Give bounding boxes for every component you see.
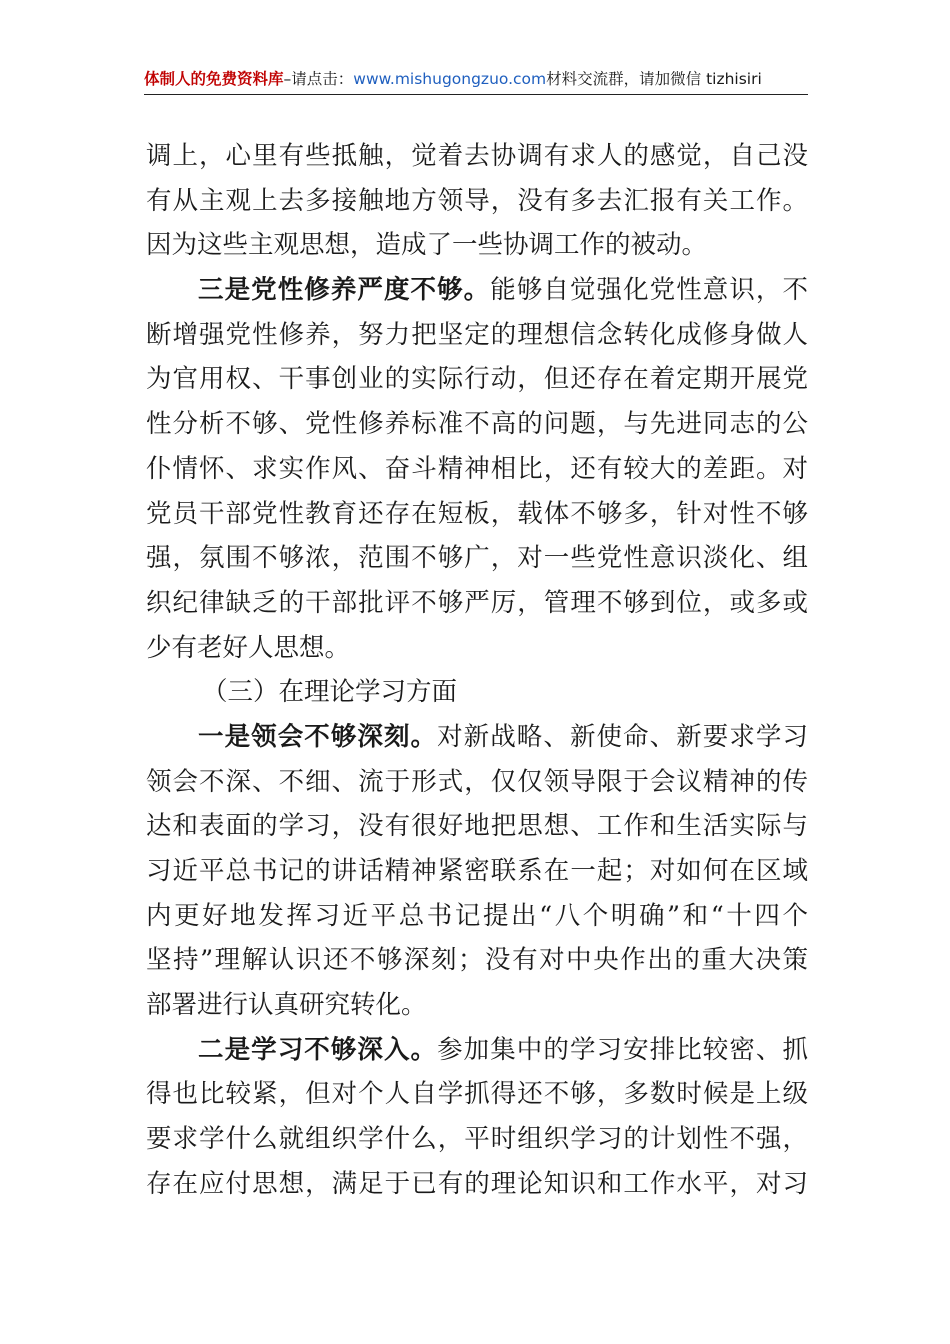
text-line: 达和表面的学习，没有很好地把思想、工作和生活实际与 <box>146 811 808 842</box>
text-line: 领会不深、不细、流于形式，仅仅领导限于会议精神的传 <box>146 766 808 797</box>
text-line: 有从主观上去多接触地方领导，没有多去汇报有关工作。 <box>146 185 808 216</box>
paragraph-text: 参加集中的学习安排比较密、抓 <box>437 1034 808 1065</box>
text-line: 要求学什么就组织学什么，平时组织学习的计划性不强， <box>146 1124 808 1155</box>
paragraph-text: 对新战略、新使命、新要求学习 <box>437 721 808 752</box>
text-line: 仆情怀、求实作风、奋斗精神相比，还有较大的差距。对 <box>146 453 808 484</box>
paragraph-text: 能够自觉强化党性意识，不 <box>490 275 808 306</box>
text-line: 得也比较紧，但对个人自学抓得还不够，多数时候是上级 <box>146 1079 808 1110</box>
paragraph-heading: 三是党性修养严度不够。 <box>198 275 491 306</box>
paragraph-start-line <box>146 268 808 313</box>
paragraph-start-line <box>146 715 808 760</box>
section-heading: （三）在理论学习方面 <box>202 677 458 708</box>
text-line: 性分析不够、党性修养标准不高的问题，与先进同志的公 <box>146 409 808 440</box>
page-header <box>144 66 808 95</box>
text-line: 党员干部党性教育还存在短板，载体不够多，针对性不够 <box>146 498 808 529</box>
text-line: 断增强党性修养，努力把坚定的理想信念转化成修身做人 <box>146 319 808 350</box>
paragraph-start-line <box>146 1028 808 1073</box>
header-url-link[interactable]: www.mishugongzuo.com <box>353 70 547 88</box>
header-brand: 体制人的免费资料库 <box>144 70 284 88</box>
header-suffix: 材料交流群，请加微信 tizhisiri <box>546 70 762 88</box>
paragraph-heading: 二是学习不够深入。 <box>198 1034 438 1065</box>
header-prefix: –请点击： <box>283 70 354 88</box>
text-line: 因为这些主观思想，造成了一些协调工作的被动。 <box>146 230 708 261</box>
text-line: 部署进行认真研究转化。 <box>146 990 427 1021</box>
text-line: 坚持”理解认识还不够深刻；没有对中央作出的重大决策 <box>146 945 808 976</box>
document-body <box>146 134 808 1207</box>
text-line: 存在应付思想，满足于已有的理论知识和工作水平，对习 <box>146 1168 808 1199</box>
text-line: 强，氛围不够浓，范围不够广，对一些党性意识淡化、组 <box>146 543 808 574</box>
text-line: 内更好地发挥习近平总书记提出“八个明确”和“十四个 <box>146 900 808 931</box>
text-line: 为官用权、干事创业的实际行动，但还存在着定期开展党 <box>146 364 808 395</box>
text-line: 少有老好人思想。 <box>146 632 351 663</box>
text-line: 习近平总书记的讲话精神紧密联系在一起；对如何在区域 <box>146 856 808 886</box>
paragraph-heading: 一是领会不够深刻。 <box>198 721 438 752</box>
text-line: 调上，心里有些抵触，觉着去协调有求人的感觉，自己没 <box>146 141 808 171</box>
text-line: 织纪律缺乏的干部批评不够严厉，管理不够到位，或多或 <box>146 587 808 618</box>
